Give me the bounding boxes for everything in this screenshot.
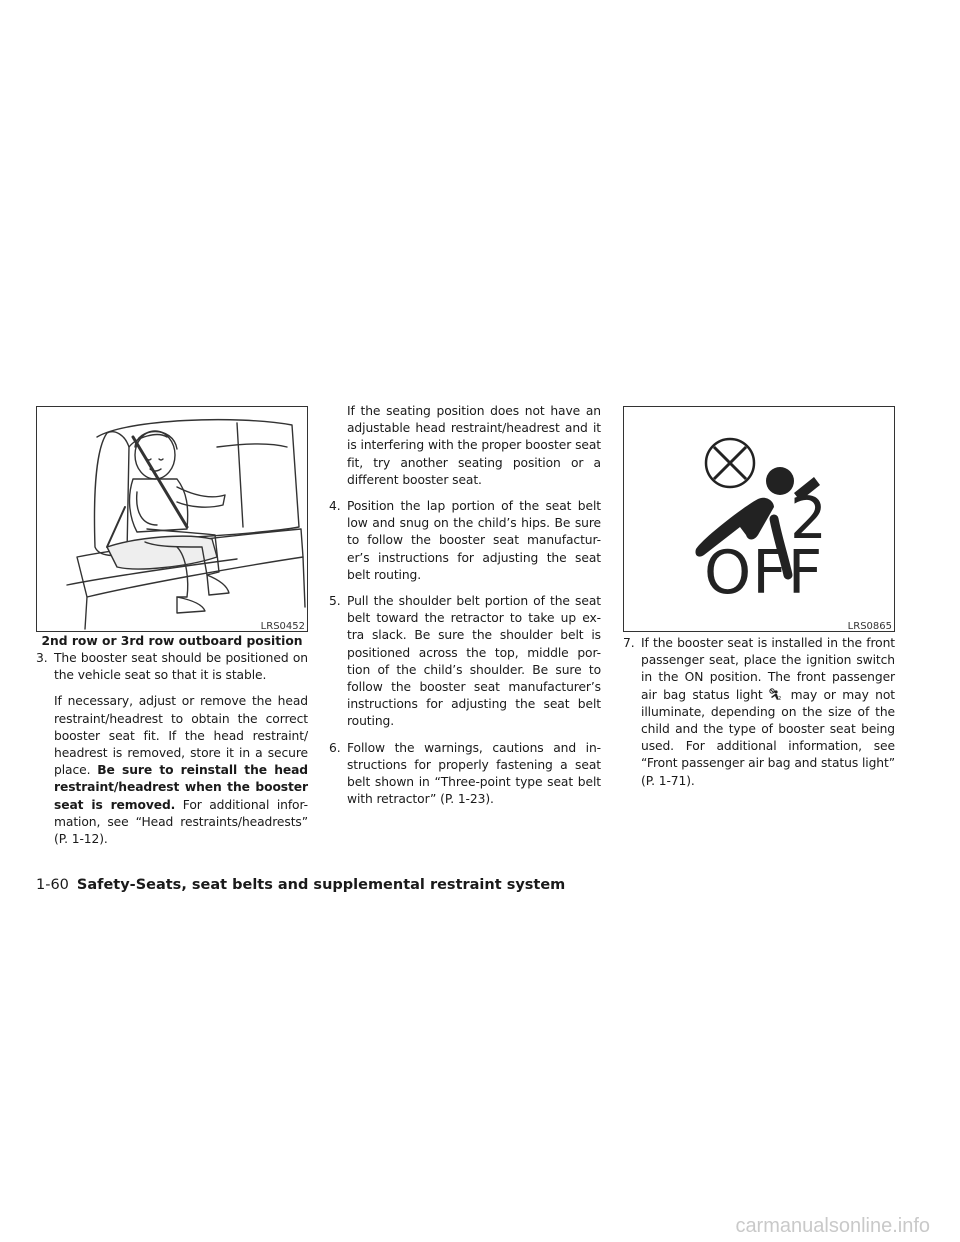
step-text: Position the lap portion of the seat belt low and snug on the child’s hips. Be sure to follow the booster seat manufactur- er’s instructions for adjusting the seat belt routing. xyxy=(347,499,601,582)
child-booster-seat-drawing xyxy=(37,407,307,631)
airbag-icon-status: OFF xyxy=(704,538,824,608)
column-middle xyxy=(329,403,601,817)
step-sub-text: If necessary, adjust or remove the head restraint/headrest to obtain the correct booster seat fit. If the head restraint/ headrest is removed, store it in a secure place. xyxy=(54,694,308,778)
step-3-continued xyxy=(329,403,601,489)
step-4 xyxy=(329,498,601,584)
step-text: Follow the warnings, cautions and in- structions for properly fastening a seat belt shown in “Three-point type seat belt with retractor” (P. 1-23). xyxy=(347,740,601,807)
step-text: Pull the shoulder belt portion of the seat belt toward the retractor to take up ex- tra slack. Be sure the shoulder belt is positioned across the top, middle por- tion of the child’s shoulder. Be sure to follow the booster seat manufacturer’s instructions for adjusting the seat belt routing. xyxy=(347,594,601,729)
step-text: The booster seat should be positioned on the vehicle seat so that it is stable. xyxy=(54,651,308,683)
step-number: 6. xyxy=(329,740,341,755)
step-7 xyxy=(623,635,895,790)
watermark: carmanualsonline.info xyxy=(735,1215,930,1237)
column-right xyxy=(623,635,895,799)
step-number: 7. xyxy=(623,636,635,650)
step-5 xyxy=(329,593,601,731)
column-left xyxy=(36,650,308,857)
step-text-part: If the booster seat is installed in the front passenger seat, place the ignition switch in the ON position. The front passenger air bag status light xyxy=(641,636,895,702)
booster-seat-illustration xyxy=(36,406,308,632)
figure-code: LRS0865 xyxy=(847,621,892,632)
step-number: 4. xyxy=(329,499,341,514)
svg-text:2: 2 xyxy=(777,695,781,701)
airbag-icon-number: 2 xyxy=(790,484,827,552)
step-warning-text: Be sure to reinstall the head restraint/headrest when the booster seat is removed. xyxy=(54,763,309,812)
figure-caption: 2nd row or 3rd row outboard position xyxy=(41,634,303,648)
airbag-status-light-icon xyxy=(769,688,781,701)
step-number: 3. xyxy=(36,651,48,665)
step-continuation-text: If the seating position does not have an adjustable head restraint/headrest and it is interfering with the proper booster seat fit, try another seating position or a different booster seat. xyxy=(347,404,601,487)
airbag-status-illustration xyxy=(623,406,895,632)
step-sub-reference: For additional infor- mation, see “Head restraints/headrests” (P. 1-12). xyxy=(54,797,308,847)
page-number: 1-60 xyxy=(36,877,69,893)
step-3 xyxy=(36,650,308,848)
step-number: 5. xyxy=(329,594,341,609)
figure-code: LRS0452 xyxy=(260,621,305,632)
page-footer xyxy=(36,876,565,894)
step-subparagraph xyxy=(54,693,308,848)
step-text-part: may or may not illuminate, depending on the size of the child and the type of booster seat being used. For additional information, see “Front passenger air bag and status light” (P. 1-71). xyxy=(641,687,895,788)
step-6 xyxy=(329,740,601,809)
step-text xyxy=(641,635,895,790)
section-title: Safety-Seats, seat belts and supplemental restraint system xyxy=(76,877,566,893)
